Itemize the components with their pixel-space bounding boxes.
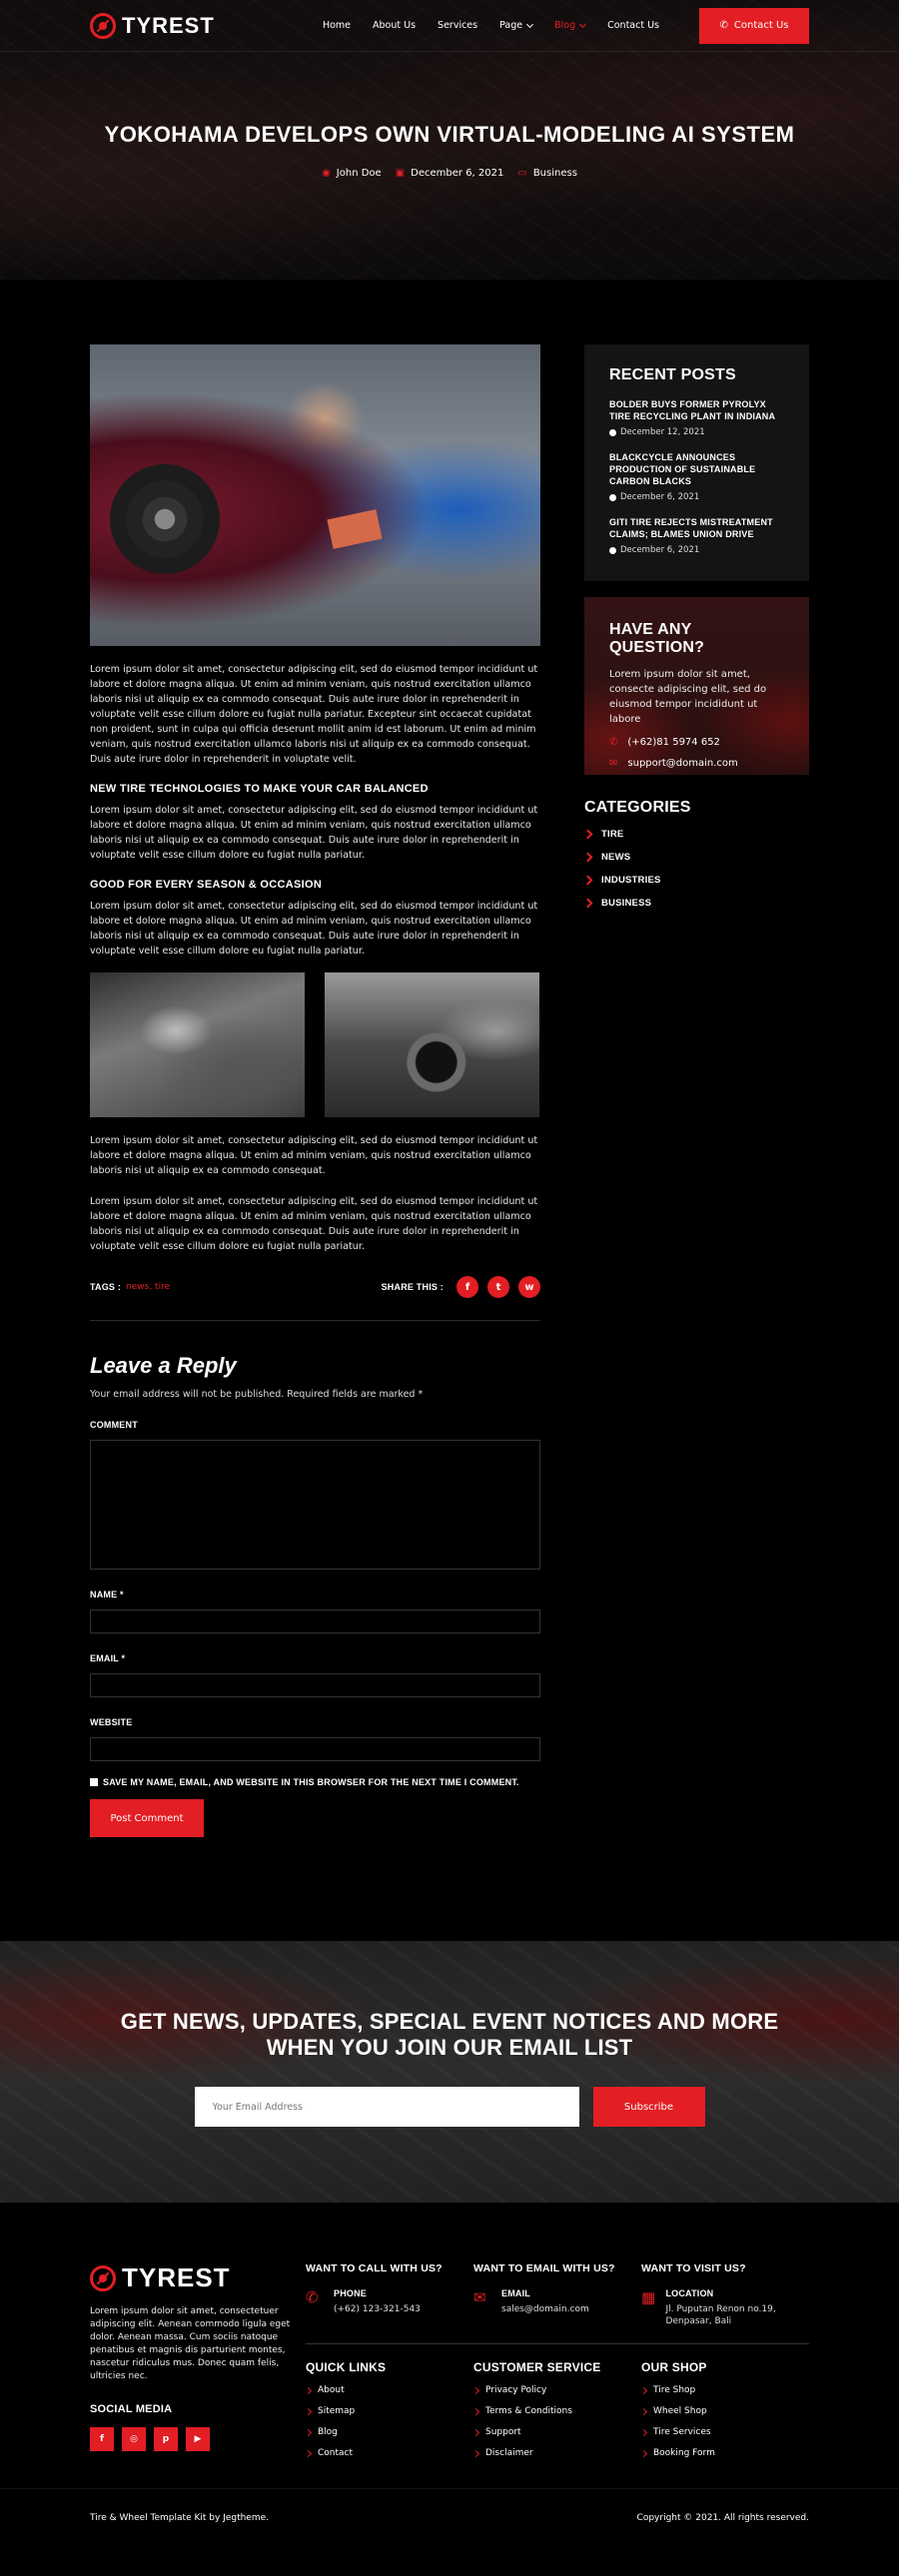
article-paragraph: Lorem ipsum dolor sit amet, consectetur adipiscing elit, sed do eiusmod tempor incididunt ut labore et dolore magna aliqua. Ut enim ad minim veniam, quis nostrud exercitation ullamco laboris nisi ut aliquip ex ea commodo consequat. Duis aute irure dolor in reprehenderit in voluptate velit esse cillum dolore eu fugiat nulla pariatur. [90, 901, 538, 957]
mechanics-photo [90, 344, 540, 646]
recent-post[interactable] [609, 516, 784, 555]
chevron-right-icon [305, 2428, 312, 2435]
post-category: Business [532, 168, 577, 179]
phone-text: (+62)81 5974 652 [627, 737, 720, 748]
nav-label: Services [438, 20, 478, 31]
article-paragraph: Lorem ipsum dolor sit amet, consectetur adipiscing elit, sed do eiusmod tempor incididunt ut labore et dolore magna aliqua. Ut enim ad minim veniam, quis nostrud exercitation ullamco laboris nisi ut aliquip ex ea commodo consequat. [90, 1135, 538, 1176]
photo-pair [90, 972, 540, 1117]
link-label: Tire Shop [653, 2385, 696, 2395]
newsletter-title-line: GET NEWS, UPDATES, SPECIAL EVENT NOTICES AND MORE [120, 2009, 779, 2034]
categories-widget [584, 799, 809, 909]
phone-value: (+62) 123-321-543 [334, 2304, 421, 2314]
folder-icon: ▭ [517, 168, 527, 179]
tire-logo-icon [90, 13, 116, 39]
email-text: support@domain.com [627, 758, 738, 769]
footer-columns [306, 2262, 809, 2458]
footer-link[interactable] [306, 2406, 473, 2416]
article-paragraph: Lorem ipsum dolor sit amet, consectetur adipiscing elit, sed do eiusmod tempor incididunt ut labore et dolore magna aliqua. Ut enim ad minim veniam, quis nostrud exercitation ullamco laboris nisi ut aliquip ex ea commodo consequat. Duis aute irure dolor in reprehenderit in voluptate velit esse cillum dolore eu fugiat nulla pariatur. Excepteur sint occaecat cupidatat non proident, sunt in culpa qui officia deserunt mollit anim id est laborum. Ut enim ad minim veniam, quis nostrud exercitation ullamco laboris nisi ut aliquip ex ea commodo consequat. Duis aute irure dolor in reprehenderit in voluptate velit. [90, 664, 538, 765]
call-title: WANT TO CALL WITH US? [306, 2262, 443, 2274]
footer-call [306, 2262, 473, 2327]
recent-post-date [609, 492, 784, 502]
question-widget [584, 597, 809, 775]
recent-post-title: GITI TIRE REJECTS MISTREATMENT CLAIMS; BLAMES UNION DRIVE [609, 517, 773, 539]
instagram-icon[interactable]: ◎ [122, 2427, 146, 2451]
footer-link[interactable] [641, 2448, 809, 2458]
twitter-icon[interactable]: t [487, 1276, 509, 1298]
link-label: Blog [318, 2427, 338, 2437]
article-paragraph: Lorem ipsum dolor sit amet, consectetur adipiscing elit, sed do eiusmod tempor incididunt ut labore et dolore magna aliqua. Ut enim ad minim veniam, quis nostrud exercitation ullamco laboris nisi ut aliquip ex ea commodo consequat. Duis aute irure dolor in reprehenderit in voluptate velit esse cillum dolore eu fugiat nulla pariatur. [90, 805, 538, 861]
our-shop-title: OUR SHOP [641, 2360, 707, 2374]
clock-icon [609, 547, 616, 554]
save-info-row [90, 1777, 540, 1787]
article [90, 344, 540, 1837]
chevron-right-icon [472, 2407, 479, 2414]
share-label: SHARE THIS : [381, 1282, 444, 1292]
post-comment-button[interactable]: Post Comment [90, 1799, 204, 1837]
footer-about [90, 2262, 306, 2458]
recent-post-title: BLACKCYCLE ANNOUNCES PRODUCTION OF SUSTAINABLE CARBON BLACKS [609, 452, 756, 486]
top-navbar [0, 0, 899, 52]
post-meta [0, 168, 899, 179]
clock-icon [609, 429, 616, 436]
main-section [0, 280, 899, 1837]
date-text: December 12, 2021 [620, 427, 705, 437]
site-logo[interactable] [90, 13, 215, 39]
customer-service-links [473, 2360, 641, 2458]
engine-repair-photo [90, 972, 305, 1117]
logo-text: TYREST [122, 12, 215, 38]
sidebar [584, 344, 809, 1837]
name-input[interactable] [90, 1610, 540, 1633]
chevron-right-icon [472, 2449, 479, 2456]
nav-label: Contact Us [607, 20, 659, 31]
email-row[interactable] [473, 2288, 641, 2315]
facebook-icon[interactable]: f [456, 1276, 478, 1298]
newsletter-title-line: WHEN YOU JOIN OUR EMAIL LIST [266, 2035, 633, 2060]
location-label: LOCATION [665, 2288, 714, 2298]
recent-post-title: BOLDER BUYS FORMER PYROLYX TIRE RECYCLING PLANT IN INDIANA [609, 399, 776, 421]
category-business[interactable] [584, 898, 809, 909]
recent-post-date [609, 545, 784, 555]
chevron-right-icon [472, 2386, 479, 2393]
footer-email [473, 2262, 641, 2327]
reply-form [90, 1353, 540, 1837]
customer-service-title: CUSTOMER SERVICE [473, 2360, 601, 2374]
footer-link[interactable] [641, 2385, 809, 2395]
category-label: NEWS [601, 852, 631, 863]
category-label: TIRE [601, 829, 624, 840]
reply-title: Leave a Reply [90, 1353, 237, 1378]
footer-credit: Tire & Wheel Template Kit by Jegtheme. [90, 2513, 269, 2523]
phone-label: PHONE [334, 2288, 368, 2298]
recent-posts-title: RECENT POSTS [609, 366, 736, 383]
recent-post[interactable] [609, 451, 784, 502]
question-email[interactable] [609, 758, 784, 769]
chevron-right-icon [583, 876, 593, 886]
categories-title: CATEGORIES [584, 799, 691, 816]
chevron-right-icon [305, 2386, 312, 2393]
social-media-title: SOCIAL MEDIA [90, 2403, 173, 2415]
nav-label: Page [499, 20, 523, 31]
nav-label: About Us [373, 20, 417, 31]
tire-logo-icon [90, 2265, 116, 2291]
visit-title: WANT TO VISIT US? [641, 2262, 746, 2274]
name-label: NAME * [90, 1590, 124, 1600]
meta-author[interactable] [322, 168, 382, 179]
email-label: EMAIL [501, 2288, 530, 2298]
social-icons [90, 2427, 306, 2451]
tags-share-row [90, 1276, 540, 1321]
phone-icon: ✆ [306, 2288, 319, 2306]
nav-services[interactable] [438, 20, 477, 31]
nav-page[interactable] [499, 20, 532, 31]
site-footer [0, 2203, 899, 2576]
footer-link[interactable] [641, 2427, 809, 2437]
comment-textarea[interactable] [90, 1440, 540, 1570]
quick-links [306, 2360, 473, 2458]
nav-home[interactable] [323, 20, 351, 31]
footer-link[interactable] [473, 2427, 641, 2437]
envelope-icon: ✉ [473, 2288, 486, 2306]
post-date: December 6, 2021 [411, 168, 504, 179]
newsletter-section [0, 1941, 899, 2203]
footer-logo[interactable] [90, 2262, 306, 2293]
category-news[interactable] [584, 852, 809, 863]
footer-link[interactable] [306, 2448, 473, 2458]
nav-about[interactable] [373, 20, 416, 31]
question-title: HAVE ANY QUESTION? [609, 621, 705, 656]
website-label: WEBSITE [90, 1717, 133, 1727]
article-subheading: GOOD FOR EVERY SEASON & OCCASION [90, 879, 323, 891]
chevron-right-icon [640, 2449, 647, 2456]
question-phone[interactable] [609, 737, 784, 748]
link-label: Tire Services [653, 2427, 711, 2437]
phone-row[interactable] [306, 2288, 473, 2315]
category-label: BUSINESS [601, 898, 652, 909]
email-value: sales@domain.com [501, 2304, 589, 2314]
wheel-shape [110, 464, 220, 574]
recent-post-date [609, 427, 784, 437]
comment-label: COMMENT [90, 1420, 138, 1430]
meta-category[interactable] [517, 168, 577, 179]
nav-label: Blog [554, 20, 576, 31]
user-icon: ◉ [322, 168, 331, 179]
footer-main [0, 2203, 899, 2458]
calendar-icon: ▣ [395, 168, 406, 179]
location-value: Jl. Puputan Renon no.19, Denpasar, Bali [665, 2304, 776, 2326]
newsletter-email-input[interactable] [195, 2087, 579, 2127]
author-name: John Doe [336, 168, 382, 179]
question-text: Lorem ipsum dolor sit amet, consecte adipiscing elit, sed do eiusmod tempor incididunt ut labore [609, 669, 767, 725]
category-tire[interactable] [584, 829, 809, 840]
newsletter-title [0, 1941, 899, 2061]
footer-link[interactable] [306, 2427, 473, 2437]
footer-visit [641, 2262, 809, 2327]
footer-link[interactable] [473, 2448, 641, 2458]
chevron-right-icon [472, 2428, 479, 2435]
page-hero [0, 0, 899, 280]
link-label: Terms & Conditions [485, 2406, 572, 2416]
subscribe-button[interactable]: Subscribe [593, 2087, 705, 2127]
location-row[interactable] [641, 2288, 809, 2327]
our-shop-links [641, 2360, 809, 2458]
nav-blog[interactable] [554, 20, 585, 31]
clock-icon [609, 494, 616, 501]
footer-copyright: Copyright © 2021. All rights reserved. [636, 2513, 809, 2523]
footer-link[interactable] [473, 2385, 641, 2395]
link-label: Booking Form [653, 2448, 715, 2458]
page-title: YOKOHAMA DEVELOPS OWN VIRTUAL-MODELING AI SYSTEM [104, 122, 795, 147]
email-input[interactable] [90, 1673, 540, 1697]
link-label: Disclaimer [485, 2448, 533, 2458]
pinterest-icon[interactable]: p [154, 2427, 178, 2451]
link-label: Sitemap [318, 2406, 356, 2416]
footer-links [306, 2360, 809, 2458]
contact-us-button[interactable] [699, 8, 809, 44]
chevron-down-icon [579, 20, 586, 27]
link-label: Wheel Shop [653, 2406, 707, 2416]
quick-links-title: QUICK LINKS [306, 2360, 387, 2374]
tire-change-photo [325, 972, 539, 1117]
recent-posts-widget [584, 344, 809, 581]
map-icon: ▦ [641, 2288, 656, 2306]
newsletter-form [0, 2087, 899, 2127]
chevron-right-icon [583, 830, 593, 840]
share-bar [382, 1276, 540, 1298]
chevron-right-icon [583, 899, 593, 909]
article-subheading: NEW TIRE TECHNOLOGIES TO MAKE YOUR CAR BALANCED [90, 783, 429, 795]
chevron-down-icon [526, 20, 533, 27]
reply-note: Your email address will not be published. Required fields are marked * [90, 1389, 424, 1400]
chevron-right-icon [583, 853, 593, 863]
chevron-right-icon [305, 2449, 312, 2456]
hero-content [0, 52, 899, 179]
recent-post[interactable] [609, 398, 784, 437]
nav-contact[interactable] [607, 20, 659, 31]
date-text: December 6, 2021 [620, 545, 700, 555]
email-title: WANT TO EMAIL WITH US? [473, 2262, 615, 2274]
chevron-right-icon [640, 2428, 647, 2435]
nav-label: Home [322, 20, 352, 31]
email-label: EMAIL * [90, 1653, 126, 1663]
link-label: Contact [318, 2448, 354, 2458]
clipboard-shape [327, 509, 382, 549]
article-paragraph: Lorem ipsum dolor sit amet, consectetur adipiscing elit, sed do eiusmod tempor incididunt ut labore et dolore magna aliqua. Ut enim ad minim veniam, quis nostrud exercitation ullamco laboris nisi ut aliquip ex ea commodo consequat. Duis aute irure dolor in reprehenderit in voluptate velit esse cillum dolore eu fugiat nulla pariatur. [90, 1196, 538, 1252]
link-label: About [318, 2385, 345, 2395]
website-input[interactable] [90, 1737, 540, 1761]
date-text: December 6, 2021 [620, 492, 700, 502]
chevron-right-icon [640, 2407, 647, 2414]
save-info-label: SAVE MY NAME, EMAIL, AND WEBSITE IN THIS BROWSER FOR THE NEXT TIME I COMMENT. [103, 1777, 519, 1787]
main-nav [323, 20, 659, 31]
chevron-right-icon [305, 2407, 312, 2414]
tags-label: TAGS : [90, 1282, 122, 1292]
link-label: Support [485, 2427, 521, 2437]
tag-links[interactable]: news, tire [126, 1282, 171, 1292]
footer-about-text: Lorem ipsum dolor sit amet, consectetuer adipiscing elit. Aenean commodo ligula eget dolor. Aenean massa. Cum sociis natoque penatibus et magnis dis parturient montes, nascetur ridiculus mus. Donec quam felis, ultricies nec. [90, 2306, 291, 2381]
category-label: INDUSTRIES [601, 875, 661, 886]
footer-link[interactable] [641, 2406, 809, 2416]
phone-icon: ✆ [609, 737, 618, 748]
footer-link[interactable] [306, 2385, 473, 2395]
save-info-checkbox[interactable] [90, 1778, 98, 1786]
chevron-right-icon [640, 2386, 647, 2393]
youtube-icon[interactable]: ▶ [186, 2427, 210, 2451]
contact-us-label: Contact Us [733, 20, 789, 31]
logo-text: TYREST [122, 2262, 231, 2292]
category-industries[interactable] [584, 875, 809, 886]
footer-link[interactable] [473, 2406, 641, 2416]
facebook-icon[interactable]: f [90, 2427, 114, 2451]
phone-icon: ✆ [719, 20, 728, 31]
link-label: Privacy Policy [485, 2385, 547, 2395]
meta-date [396, 168, 504, 179]
envelope-icon: ✉ [609, 758, 618, 769]
whatsapp-icon[interactable]: w [518, 1276, 540, 1298]
footer-contacts [306, 2262, 809, 2344]
